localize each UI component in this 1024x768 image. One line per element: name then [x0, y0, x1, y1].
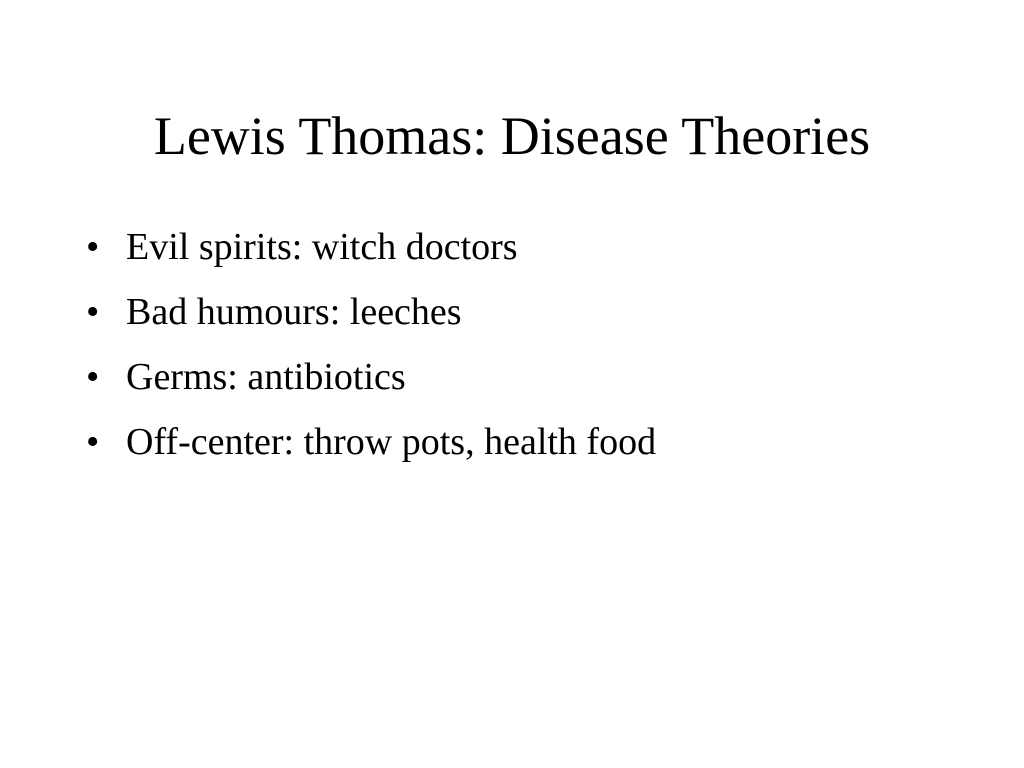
- list-item: [86, 355, 966, 399]
- bullet-list: [86, 225, 966, 485]
- list-item: [86, 225, 966, 269]
- bullet-text: Bad humours: leeches: [126, 291, 462, 333]
- bullet-icon: •: [86, 226, 100, 268]
- bullet-text: Germs: antibiotics: [126, 356, 406, 398]
- slide-title: Lewis Thomas: Disease Theories: [153, 106, 871, 166]
- list-item: [86, 290, 966, 334]
- list-item: [86, 420, 966, 464]
- bullet-text: Evil spirits: witch doctors: [126, 226, 518, 268]
- bullet-icon: •: [86, 421, 100, 463]
- bullet-icon: •: [86, 291, 100, 333]
- bullet-icon: •: [86, 356, 100, 398]
- bullet-text: Off-center: throw pots, health food: [126, 421, 657, 463]
